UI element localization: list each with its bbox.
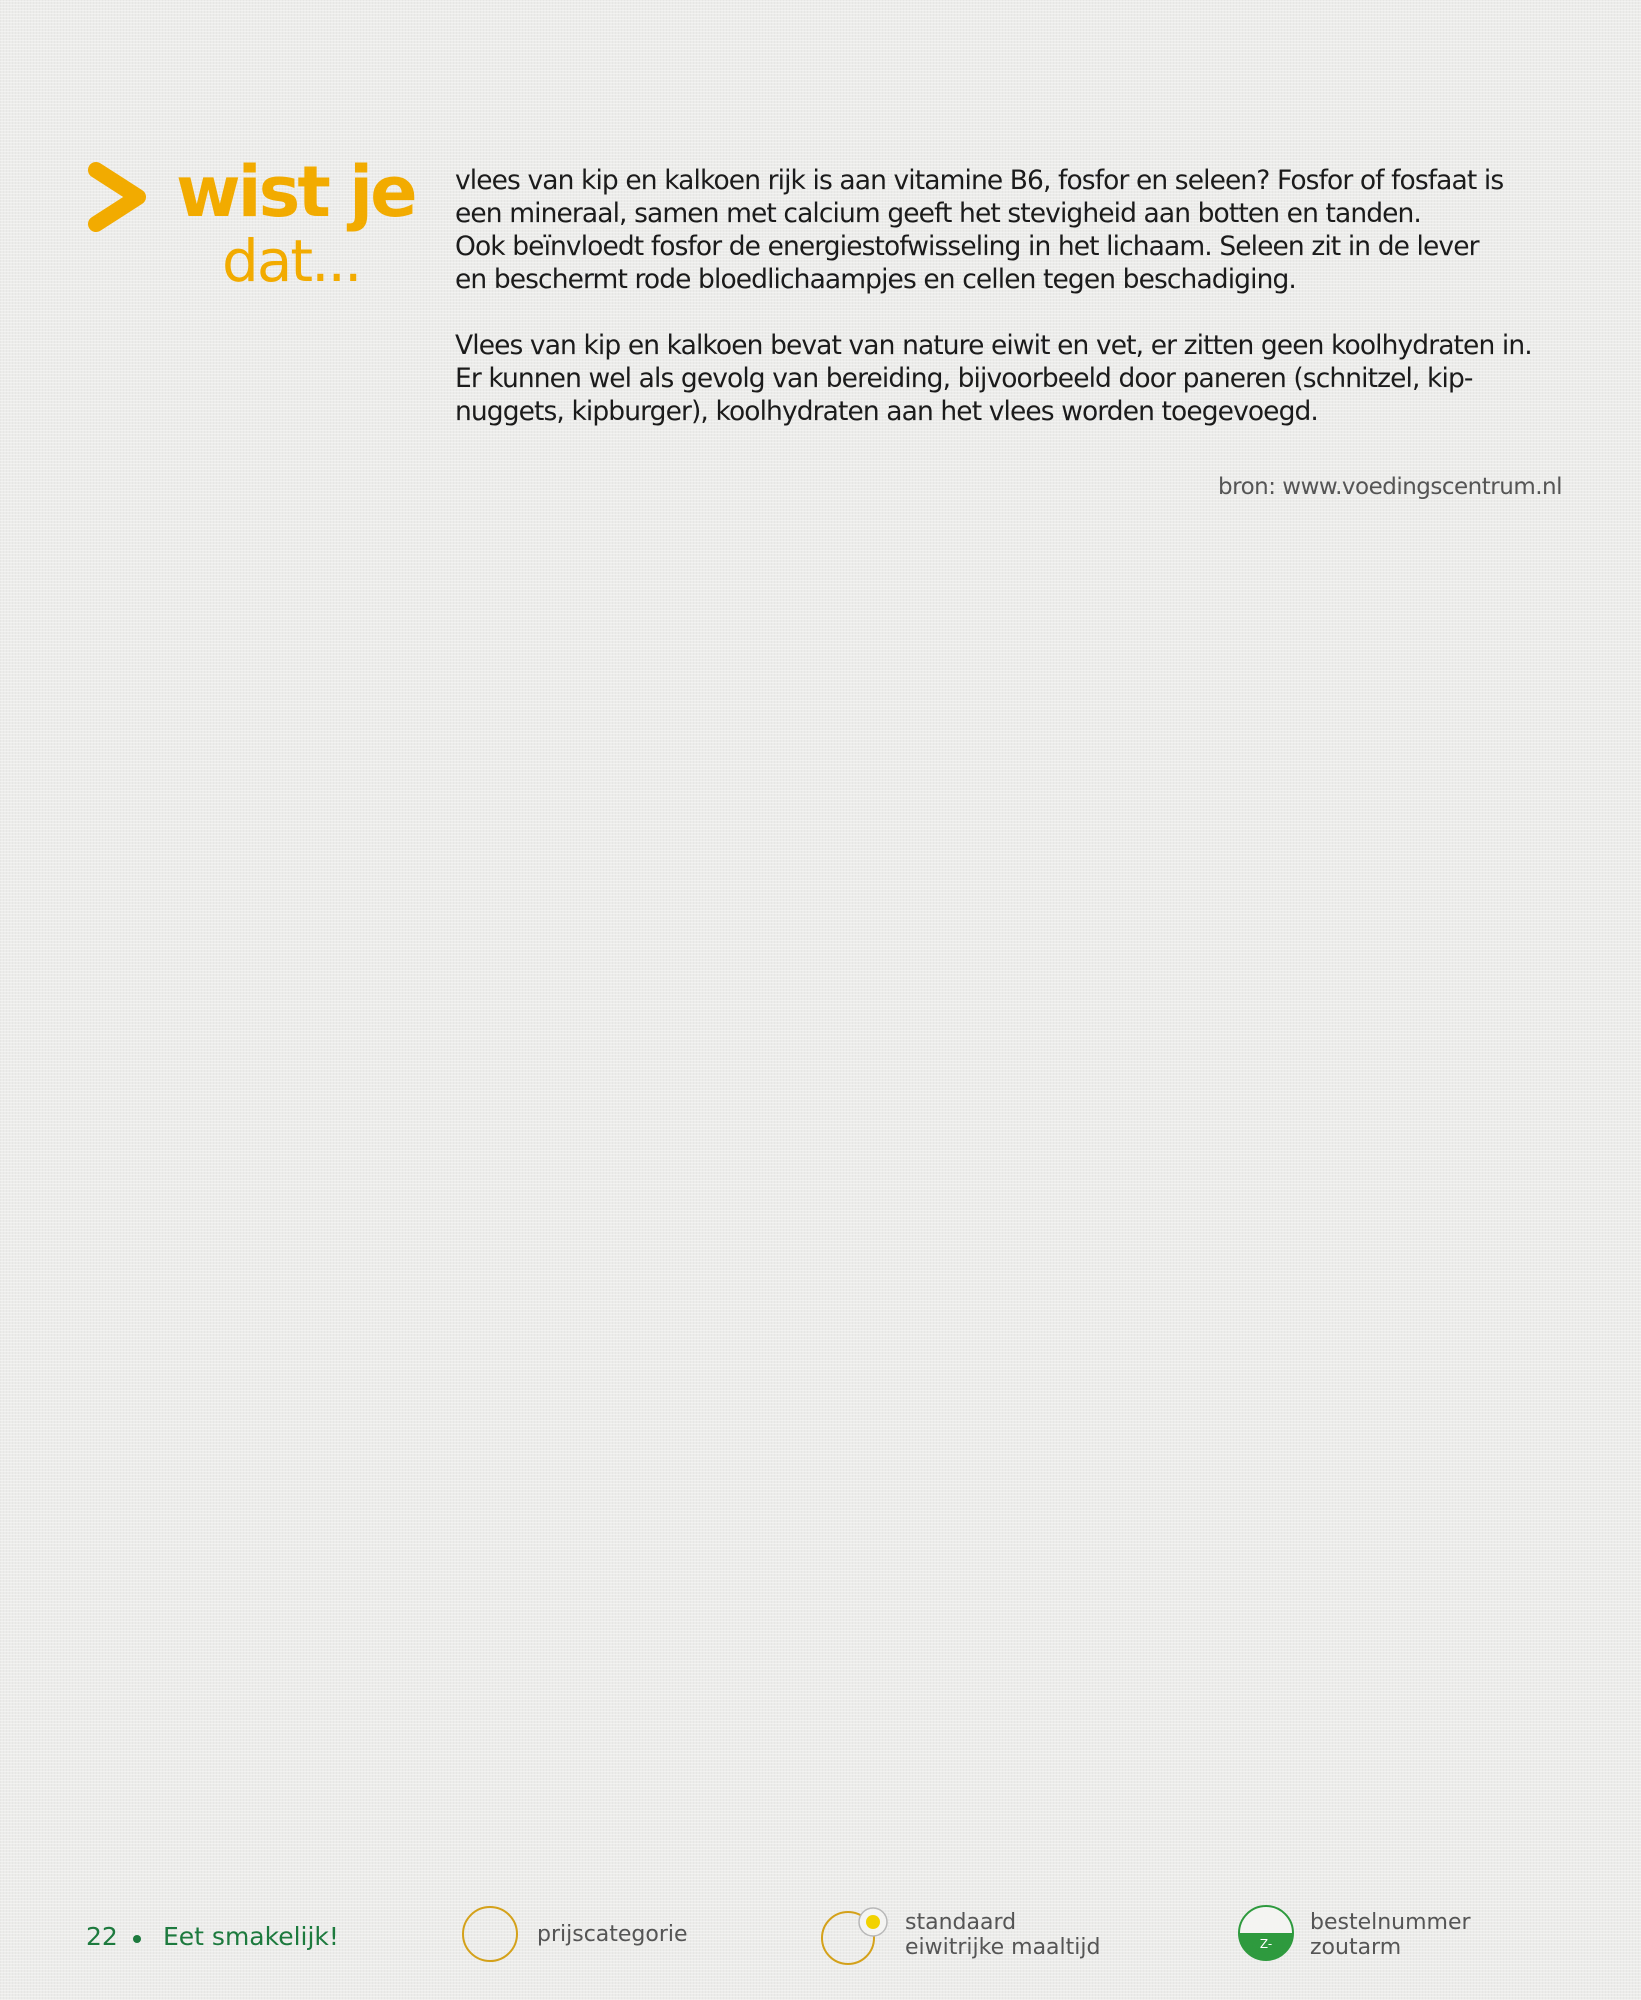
- page-footer: [0, 1880, 1641, 1970]
- low-salt-icon-text: Z-: [1259, 1937, 1273, 1951]
- legend-order-line-1: bestelnummer: [1310, 1910, 1471, 1935]
- legend-order-line-2: zoutarm: [1310, 1935, 1402, 1960]
- paragraph-1-line: en beschermt rode bloedlichaampjes en cellen tegen beschadiging.: [455, 264, 1296, 295]
- paragraph-1-line: Ook beïnvloedt fosfor de energiestofwisseling in het lichaam. Seleen zit in de lever: [455, 231, 1479, 262]
- legend-standard-line-1: standaard: [905, 1910, 1017, 1935]
- chevron-right-icon: [88, 162, 148, 232]
- egg-ring-icon: [818, 1902, 894, 1968]
- low-salt-icon: [1237, 1904, 1295, 1962]
- wist-je-dat-heading: [88, 150, 428, 300]
- paragraph-1-line: een mineraal, samen met calcium geeft het stevigheid aan botten en tanden.: [455, 198, 1421, 229]
- heading-line-1: wist je: [176, 151, 415, 233]
- price-ring-icon: [462, 1906, 518, 1962]
- page-number: 22: [86, 1922, 118, 1951]
- paragraph-1-line: vlees van kip en kalkoen rijk is aan vitamine B6, fosfor en seleen? Fosfor of fosfaat is: [455, 165, 1504, 196]
- legend-price-label: prijscategorie: [537, 1922, 688, 1947]
- footer-title: Eet smakelijk!: [163, 1922, 339, 1951]
- legend-standard-line-2: eiwitrijke maaltijd: [905, 1935, 1101, 1960]
- heading-line-2: dat...: [222, 227, 361, 295]
- paragraph-2-line: Vlees van kip en kalkoen bevat van nature eiwit en vet, er zitten geen koolhydraten in.: [455, 330, 1532, 361]
- bullet-dot-icon: [133, 1935, 141, 1943]
- article-body: [455, 164, 1575, 428]
- source-citation: bron: www.voedingscentrum.nl: [1218, 474, 1562, 500]
- paragraph-2-line: Er kunnen wel als gevolg van bereiding, bijvoorbeeld door paneren (schnitzel, kip-: [455, 363, 1473, 394]
- paragraph-2-line: nuggets, kipburger), koolhydraten aan het vlees worden toegevoegd.: [455, 396, 1318, 427]
